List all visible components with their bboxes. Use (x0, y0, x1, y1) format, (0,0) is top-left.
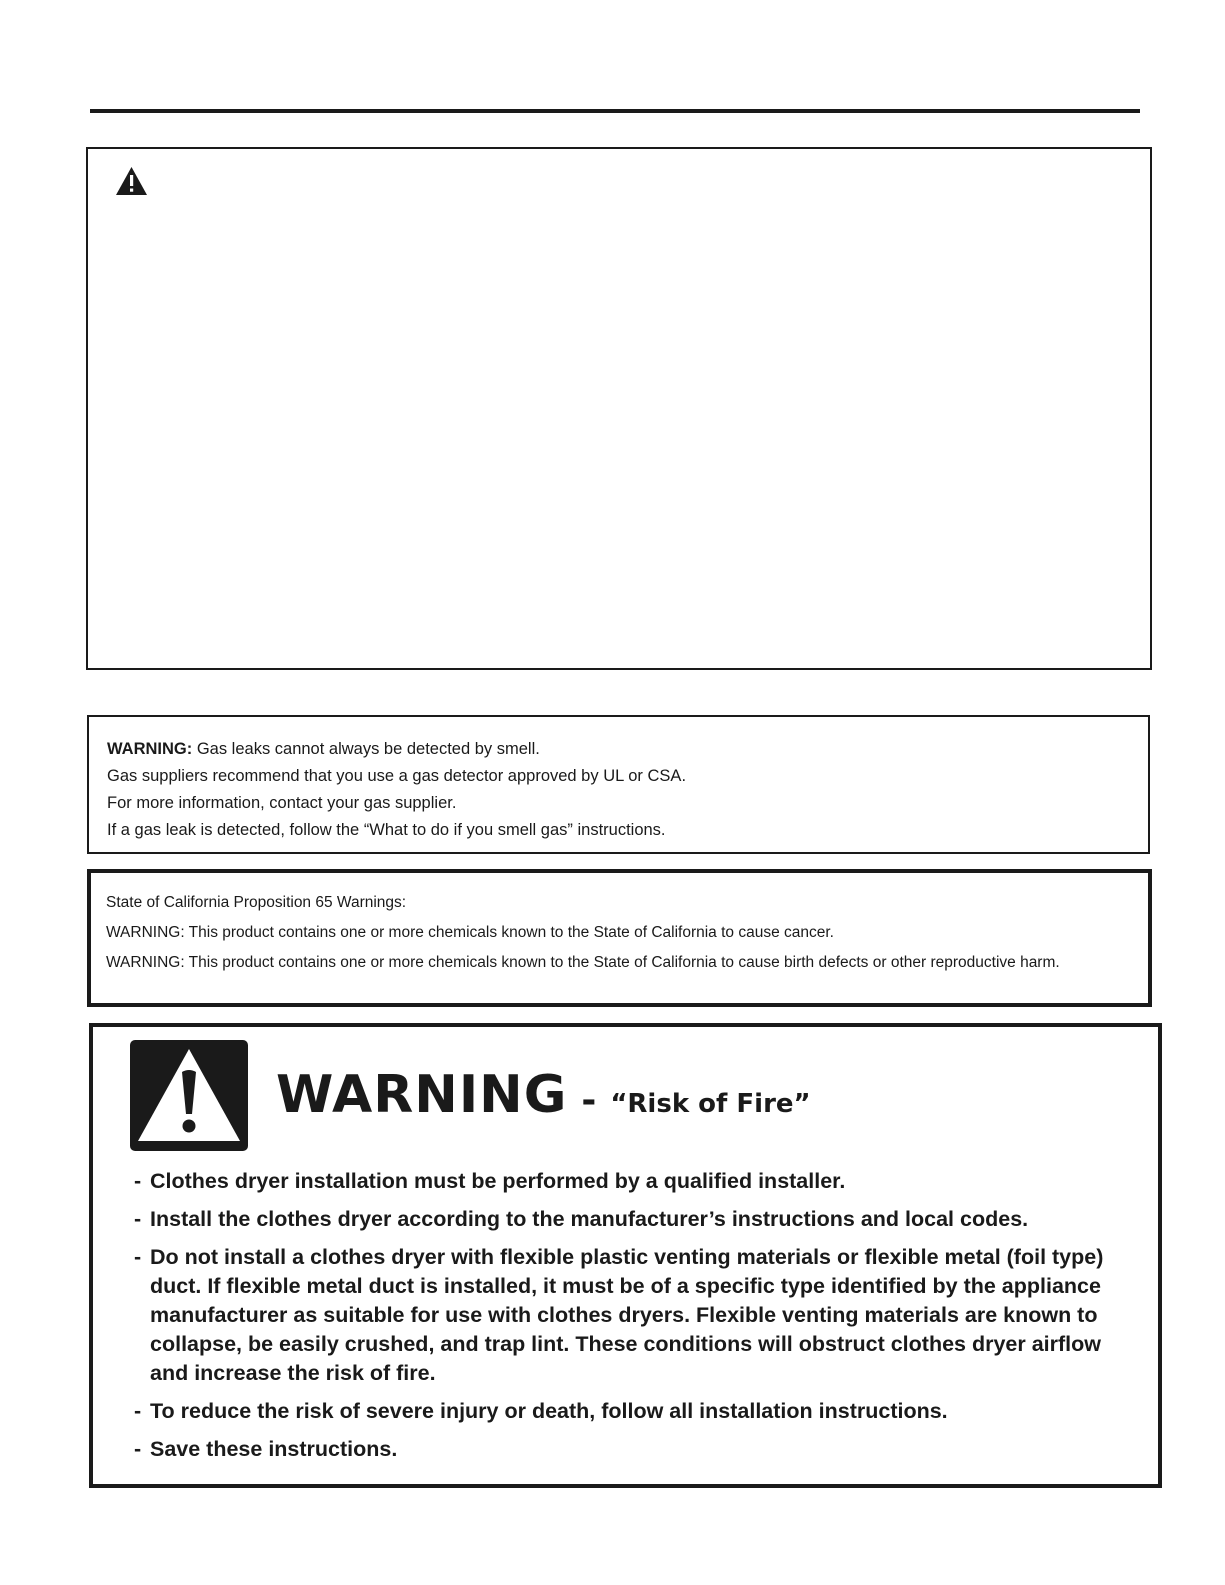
fire-heading-warning: WARNING (276, 1065, 568, 1125)
list-item-text: Do not install a clothes dryer with flexible plastic venting materials or flexible metal (foil type) duct. If flexible metal duct is installed, it must be of a specific type identified by the appliance manufacturer as suitable for use with clothes dryers. Flexible venting materials are known to collapse, be easily crushed, and trap lint. These conditions will obstruct clothes dryer airflow and increase the risk of fire. (150, 1245, 1104, 1385)
list-item (134, 1243, 1134, 1388)
gas-warning-text: Gas leaks cannot always be detected by smell. (192, 740, 540, 758)
gas-leak-warning-box (87, 715, 1150, 854)
prop65-birth-defects-warning: WARNING: This product contains one or more chemicals known to the State of California to cause birth defects or other reproductive harm. (106, 954, 1060, 971)
prop65-title: State of California Proposition 65 Warnings: (106, 894, 407, 911)
fire-heading-dash: - (581, 1080, 597, 1121)
header-rule (90, 109, 1140, 113)
list-item (134, 1205, 1134, 1234)
safety-info-box (86, 147, 1152, 670)
list-item-text: To reduce the risk of severe injury or death, follow all installation instructions. (150, 1399, 948, 1423)
list-bullet: - (134, 1169, 142, 1193)
list-bullet: - (134, 1207, 142, 1231)
gas-warning-line-1 (107, 736, 1148, 763)
list-item (134, 1167, 1134, 1196)
fire-instructions-list (134, 1167, 1134, 1473)
list-item (134, 1397, 1134, 1426)
fire-heading (276, 1065, 811, 1125)
list-bullet: - (134, 1437, 142, 1461)
gas-warning-line-3: For more information, contact your gas supplier. (107, 794, 457, 812)
fire-heading-subtitle: “Risk of Fire” (610, 1089, 811, 1119)
list-item-text: Install the clothes dryer according to the manufacturer’s instructions and local codes. (150, 1207, 1029, 1231)
risk-of-fire-box (89, 1023, 1162, 1488)
list-item-text: Clothes dryer installation must be performed by a qualified installer. (150, 1169, 846, 1193)
prop65-cancer-warning: WARNING: This product contains one or more chemicals known to the State of California to cause cancer. (106, 924, 834, 941)
gas-warning-line-4: If a gas leak is detected, follow the “What to do if you smell gas” instructions. (107, 821, 666, 839)
list-bullet: - (134, 1245, 142, 1269)
list-item (134, 1435, 1134, 1464)
warning-exclamation-icon (130, 1040, 248, 1151)
prop65-warning-box (87, 869, 1152, 1007)
list-bullet: - (134, 1399, 142, 1423)
gas-warning-label: WARNING: (107, 740, 193, 758)
gas-warning-line-2: Gas suppliers recommend that you use a gas detector approved by UL or CSA. (107, 767, 687, 785)
list-item-text: Save these instructions. (150, 1437, 398, 1461)
warning-triangle-icon (115, 166, 148, 196)
